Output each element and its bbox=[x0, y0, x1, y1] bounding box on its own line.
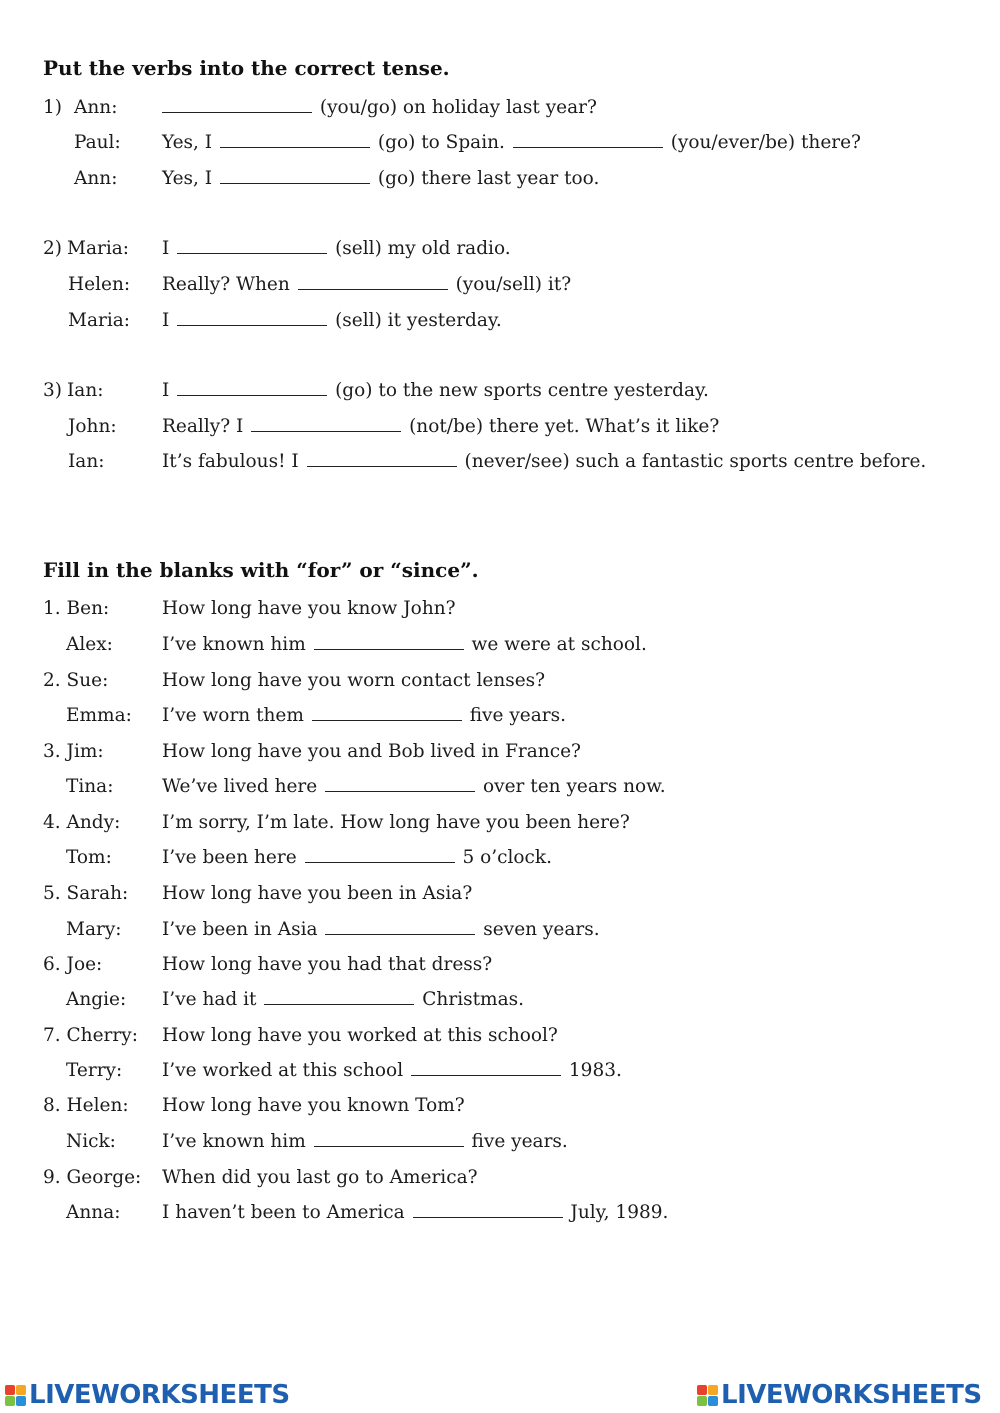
line-text: I’ve been in Asia bbox=[162, 919, 318, 940]
line-text: Yes, I bbox=[162, 132, 213, 153]
line-text: We’ve lived here bbox=[162, 776, 318, 797]
dialogue-line bbox=[0, 882, 1000, 906]
answer-blank[interactable] bbox=[251, 417, 401, 432]
speaker-name: John: bbox=[68, 416, 117, 437]
speaker-name: Maria: bbox=[68, 310, 130, 331]
line-text: It’s fabulous! I bbox=[162, 451, 299, 472]
speaker-name: Maria: bbox=[67, 238, 129, 259]
dialogue-line bbox=[0, 1166, 1000, 1190]
liveworksheets-logo-right[interactable] bbox=[697, 1380, 982, 1410]
dialogue-text bbox=[162, 131, 861, 155]
dialogue-text bbox=[162, 846, 552, 870]
line-text: Really? I bbox=[162, 416, 244, 437]
verb-hint: (go) to Spain. bbox=[377, 132, 505, 153]
dialogue-line bbox=[0, 1059, 1000, 1083]
question-text: How long have you known Tom? bbox=[162, 1095, 465, 1116]
verb-hint: (go) to the new sports centre yesterday. bbox=[335, 380, 709, 401]
verb-hint: (sell) it yesterday. bbox=[335, 310, 502, 331]
dialogue-line bbox=[0, 1130, 1000, 1154]
line-text: I’ve known him bbox=[162, 634, 306, 655]
answer-blank[interactable] bbox=[312, 706, 462, 721]
answer-blank[interactable] bbox=[307, 452, 457, 467]
line-text-end: five years. bbox=[471, 1131, 568, 1152]
answer-blank[interactable] bbox=[162, 98, 312, 113]
section-title-verb-tenses: Put the verbs into the correct tense. bbox=[43, 56, 450, 80]
answer-blank[interactable] bbox=[177, 311, 327, 326]
answer-blank[interactable] bbox=[411, 1061, 561, 1076]
dialogue-line bbox=[0, 775, 1000, 799]
question-text: When did you last go to America? bbox=[162, 1167, 478, 1188]
line-text-end: we were at school. bbox=[471, 634, 647, 655]
dialogue-line bbox=[0, 633, 1000, 657]
question-text: How long have you and Bob lived in France? bbox=[162, 741, 581, 762]
dialogue-line bbox=[0, 740, 1000, 764]
verb-hint: (never/see) such a fantastic sports centre before. bbox=[464, 451, 927, 472]
speaker-name: 6. Joe: bbox=[43, 954, 103, 975]
dialogue-text bbox=[162, 1059, 622, 1083]
line-text-end: July, 1989. bbox=[570, 1202, 669, 1223]
speaker-name: 4. Andy: bbox=[43, 812, 121, 833]
dialogue-line bbox=[0, 1024, 1000, 1048]
dialogue-line bbox=[0, 953, 1000, 977]
verb-hint: (you/go) on holiday last year? bbox=[319, 97, 597, 118]
answer-blank[interactable] bbox=[220, 169, 370, 184]
line-text-end: 1983. bbox=[568, 1060, 622, 1081]
answer-blank[interactable] bbox=[305, 848, 455, 863]
speaker-name: Ann: bbox=[74, 168, 118, 189]
dialogue-text bbox=[162, 704, 566, 728]
verb-hint: (not/be) there yet. What’s it like? bbox=[409, 416, 720, 437]
dialogue-text bbox=[162, 273, 571, 297]
dialogue-line bbox=[0, 309, 1000, 333]
item-number: 3) bbox=[43, 380, 62, 401]
verb-hint: (you/sell) it? bbox=[455, 274, 572, 295]
speaker-name: Mary: bbox=[66, 919, 122, 940]
speaker-name: 8. Helen: bbox=[43, 1095, 129, 1116]
question-text: How long have you know John? bbox=[162, 598, 456, 619]
dialogue-line bbox=[0, 167, 1000, 191]
speaker-name: Alex: bbox=[66, 634, 113, 655]
answer-blank[interactable] bbox=[220, 133, 370, 148]
item-number: 1) bbox=[43, 97, 62, 118]
answer-blank[interactable] bbox=[177, 381, 327, 396]
brand-name: LIVEWORKSHEETS bbox=[29, 1380, 290, 1410]
item-number: 2) bbox=[43, 238, 62, 259]
liveworksheets-logo-icon bbox=[5, 1385, 26, 1406]
answer-blank[interactable] bbox=[325, 920, 475, 935]
speaker-name: 7. Cherry: bbox=[43, 1025, 138, 1046]
dialogue-line bbox=[0, 450, 1000, 474]
dialogue-text bbox=[162, 379, 709, 403]
line-text: Really? When bbox=[162, 274, 290, 295]
speaker-name: 3. Jim: bbox=[43, 741, 104, 762]
dialogue-text bbox=[162, 988, 524, 1012]
speaker-name: 9. George: bbox=[43, 1167, 142, 1188]
speaker-name: Nick: bbox=[66, 1131, 116, 1152]
speaker-name: Ian: bbox=[68, 451, 105, 472]
dialogue-text bbox=[162, 415, 719, 439]
verb-hint: (you/ever/be) there? bbox=[670, 132, 861, 153]
dialogue-line bbox=[0, 597, 1000, 621]
speaker-name: Emma: bbox=[66, 705, 132, 726]
line-text: I’ve worked at this school bbox=[162, 1060, 404, 1081]
dialogue-line bbox=[0, 96, 1000, 120]
line-text-end: 5 o’clock. bbox=[462, 847, 552, 868]
dialogue-text bbox=[162, 633, 647, 657]
section-title-for-since: Fill in the blanks with “for” or “since”. bbox=[43, 558, 479, 582]
question-text: How long have you worn contact lenses? bbox=[162, 670, 546, 691]
line-text-end: over ten years now. bbox=[483, 776, 666, 797]
answer-blank[interactable] bbox=[314, 635, 464, 650]
dialogue-line bbox=[0, 1201, 1000, 1225]
speaker-name: Ian: bbox=[67, 380, 104, 401]
speaker-name: Terry: bbox=[66, 1060, 123, 1081]
line-text: I’ve had it bbox=[162, 989, 257, 1010]
brand-name: LIVEWORKSHEETS bbox=[721, 1380, 982, 1410]
speaker-name: Tina: bbox=[66, 776, 114, 797]
line-text-end: five years. bbox=[469, 705, 566, 726]
answer-blank[interactable] bbox=[298, 275, 448, 290]
speaker-name: Angie: bbox=[66, 989, 127, 1010]
dialogue-line bbox=[0, 237, 1000, 261]
line-text: I’ve known him bbox=[162, 1131, 306, 1152]
answer-blank[interactable] bbox=[325, 777, 475, 792]
answer-blank[interactable] bbox=[264, 990, 414, 1005]
line-text: I bbox=[162, 238, 170, 259]
dialogue-text bbox=[162, 1201, 668, 1225]
dialogue-line bbox=[0, 918, 1000, 942]
answer-blank[interactable] bbox=[413, 1203, 563, 1218]
dialogue-text bbox=[162, 918, 600, 942]
dialogue-text bbox=[162, 775, 666, 799]
dialogue-line bbox=[0, 415, 1000, 439]
dialogue-text bbox=[162, 167, 599, 191]
liveworksheets-logo-left[interactable] bbox=[5, 1380, 290, 1410]
question-text: How long have you worked at this school? bbox=[162, 1025, 558, 1046]
speaker-name: 2. Sue: bbox=[43, 670, 109, 691]
dialogue-text bbox=[162, 1130, 568, 1154]
speaker-name: Ann: bbox=[74, 97, 118, 118]
line-text-end: seven years. bbox=[483, 919, 600, 940]
line-text: I bbox=[162, 380, 170, 401]
speaker-name: Anna: bbox=[66, 1202, 121, 1223]
answer-blank[interactable] bbox=[177, 239, 327, 254]
dialogue-line bbox=[0, 131, 1000, 155]
verb-hint: (go) there last year too. bbox=[377, 168, 600, 189]
line-text: I haven’t been to America bbox=[162, 1202, 405, 1223]
dialogue-text bbox=[162, 96, 597, 120]
speaker-name: Tom: bbox=[66, 847, 112, 868]
answer-blank[interactable] bbox=[513, 133, 663, 148]
liveworksheets-logo-icon bbox=[697, 1385, 718, 1406]
verb-hint: (sell) my old radio. bbox=[335, 238, 511, 259]
dialogue-line bbox=[0, 988, 1000, 1012]
dialogue-line bbox=[0, 669, 1000, 693]
question-text: I’m sorry, I’m late. How long have you been here? bbox=[162, 812, 630, 833]
dialogue-text bbox=[162, 237, 511, 261]
question-text: How long have you been in Asia? bbox=[162, 883, 473, 904]
dialogue-line bbox=[0, 846, 1000, 870]
dialogue-line bbox=[0, 704, 1000, 728]
speaker-name: 1. Ben: bbox=[43, 598, 110, 619]
dialogue-line bbox=[0, 1094, 1000, 1118]
line-text: I’ve been here bbox=[162, 847, 297, 868]
line-text: Yes, I bbox=[162, 168, 213, 189]
dialogue-line bbox=[0, 273, 1000, 297]
speaker-name: 5. Sarah: bbox=[43, 883, 129, 904]
dialogue-line bbox=[0, 379, 1000, 403]
line-text: I bbox=[162, 310, 170, 331]
answer-blank[interactable] bbox=[314, 1132, 464, 1147]
speaker-name: Helen: bbox=[68, 274, 131, 295]
line-text-end: Christmas. bbox=[422, 989, 524, 1010]
speaker-name: Paul: bbox=[74, 132, 121, 153]
dialogue-text bbox=[162, 450, 926, 474]
question-text: How long have you had that dress? bbox=[162, 954, 493, 975]
line-text: I’ve worn them bbox=[162, 705, 304, 726]
dialogue-line bbox=[0, 811, 1000, 835]
dialogue-text bbox=[162, 309, 502, 333]
